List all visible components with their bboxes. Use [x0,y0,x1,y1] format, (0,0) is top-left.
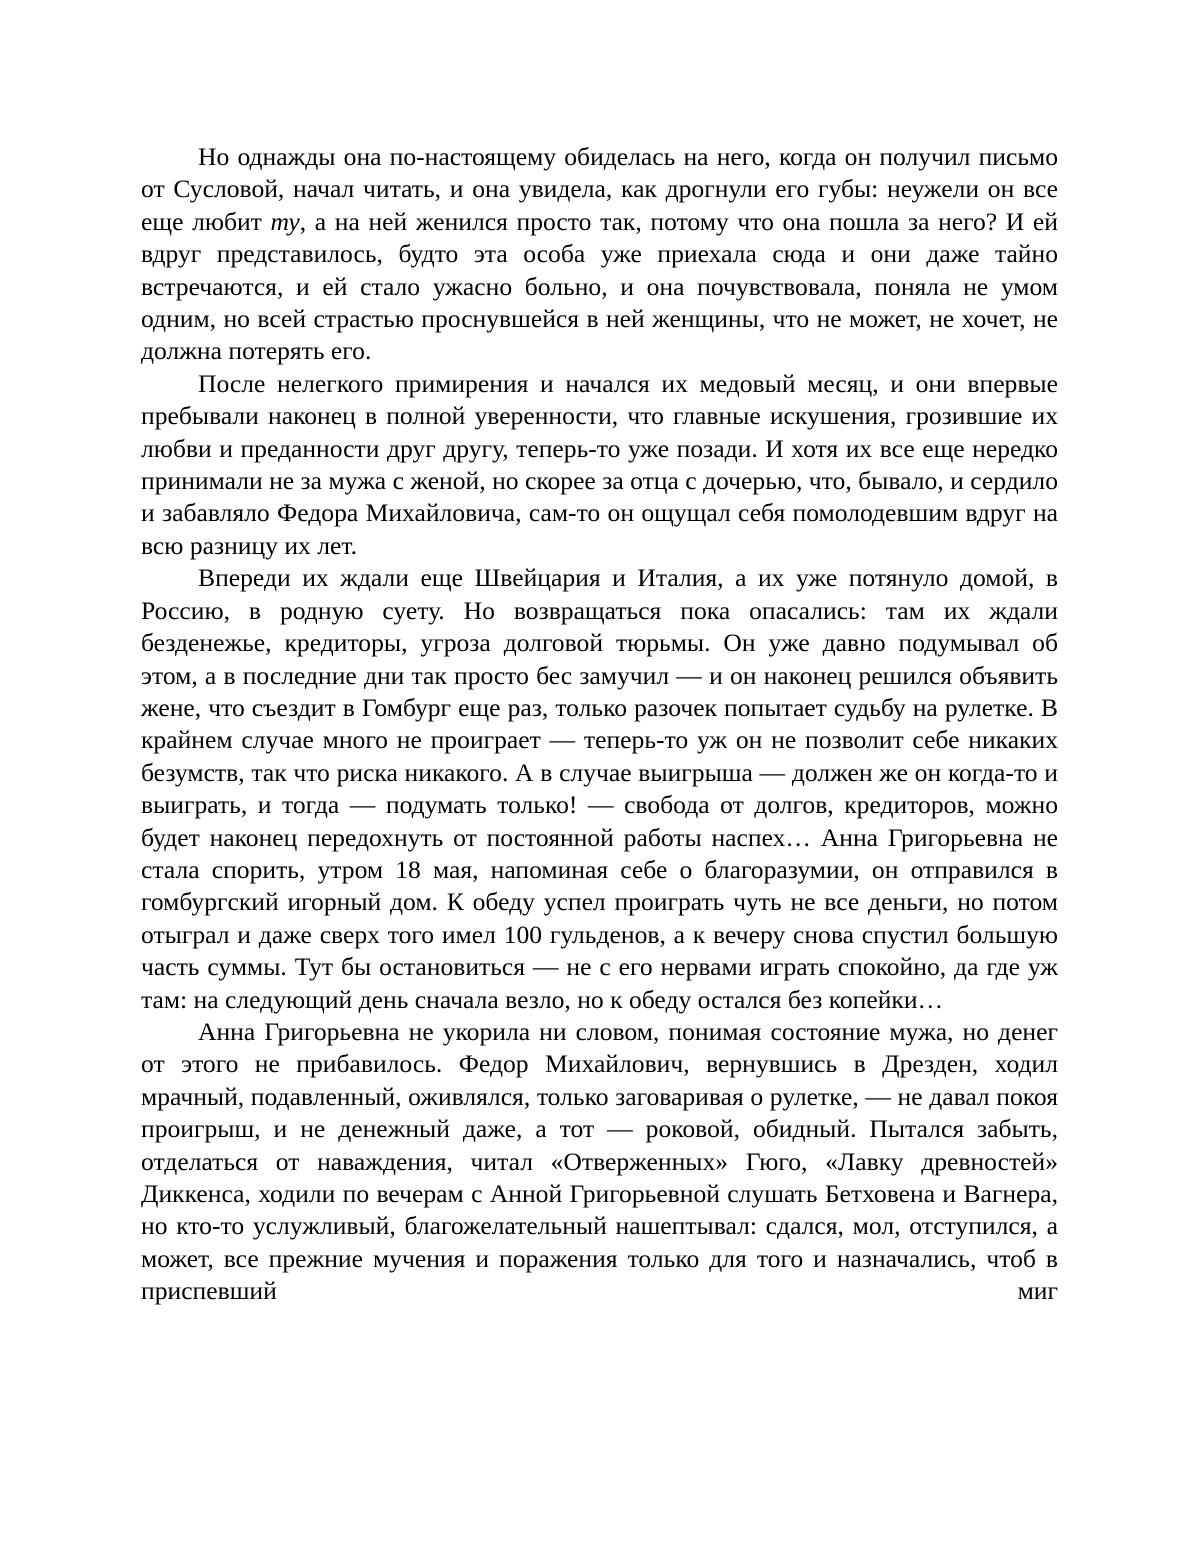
paragraph-4: Анна Григорьевна не укорила ни словом, понимая состояние мужа, но денег от этого не прибавилось. Федор Михайлович, вернувшись в Дрезден, ходил мрачный, подавленный, оживлялся, только заговаривая о рулетке, — не давал покоя проигрыш, и не денежный даже, а тот — роковой, обидный. Пытался забыть, отделаться от наваждения, читал «Отверженных» Гюго, «Лавку древностей» Диккенса, ходили по вечерам с Анной Григорьевной слушать Бетховена и Вагнера, но кто-то услужливый, благожелательный нашептывал: сдался, мол, отступился, а может, все прежние мучения и поражения только для того и назначались, чтоб в приспевший миг [141,1016,1058,1308]
paragraph-2: После нелегкого примирения и начался их медовый месяц, и они впервые пребывали наконец в полной уверенности, что главные искушения, грозившие их любви и преданности друг другу, теперь-то уже позади. И хотя их все еще нередко принимали не за мужа с женой, но скорее за отца с дочерью, что, бывало, и сердило и забавляло Федора Михайловича, сам-то он ощущал себя помолодевшим вдруг на всю разницу их лет. [141,368,1058,562]
paragraph-1 [141,141,1058,368]
page-body [141,141,1058,1308]
paragraph-3: Впереди их ждали еще Швейцария и Италия, а их уже потянуло домой, в Россию, в родную суету. Но возвращаться пока опасались: там их ждали безденежье, кредиторы, угроза долговой тюрьмы. Он уже давно подумывал об этом, а в последние дни так просто бес замучил — и он наконец решился объявить жене, что съездит в Гомбург еще раз, только разочек попытает судьбу на рулетке. В крайнем случае много не проиграет — теперь-то уж он не позволит себе никаких безумств, так что риска никакого. А в случае выигрыша — должен же он когда-то и выиграть, и тогда — подумать только! — свобода от долгов, кредиторов, можно будет наконец передохнуть от постоянной работы наспех… Анна Григорьевна не стала спорить, утром 18 мая, напоминая себе о благоразумии, он отправился в гомбургский игорный дом. К обеду успел проиграть чуть не все деньги, но потом отыграл и даже сверх того имел 100 гульденов, а к вечеру снова спустил большую часть суммы. Тут бы остановиться — не с его нервами играть спокойно, да где уж там: на следующий день сначала везло, но к обеду остался без копейки… [141,562,1058,1016]
paragraph-1-text-end: , а на ней женился просто так, потому что она пошла за него? И ей вдруг представилось, будто эта особа уже приехала сюда и они даже тайно встречаются, и ей стало ужасно больно, и она почувствовала, поняла не умом одним, но всей страстью проснувшейся в ней женщины, что не может, не хочет, не должна потерять его. [141,207,1058,366]
paragraph-1-text-start: Но однажды она по-настоящему обиделась на него, когда он получил письмо от Сусловой, начал читать, и она увидела, как дрогнули его губы: неужели он все еще любит [141,142,1058,236]
paragraph-1-italic-word: ту [271,207,300,236]
